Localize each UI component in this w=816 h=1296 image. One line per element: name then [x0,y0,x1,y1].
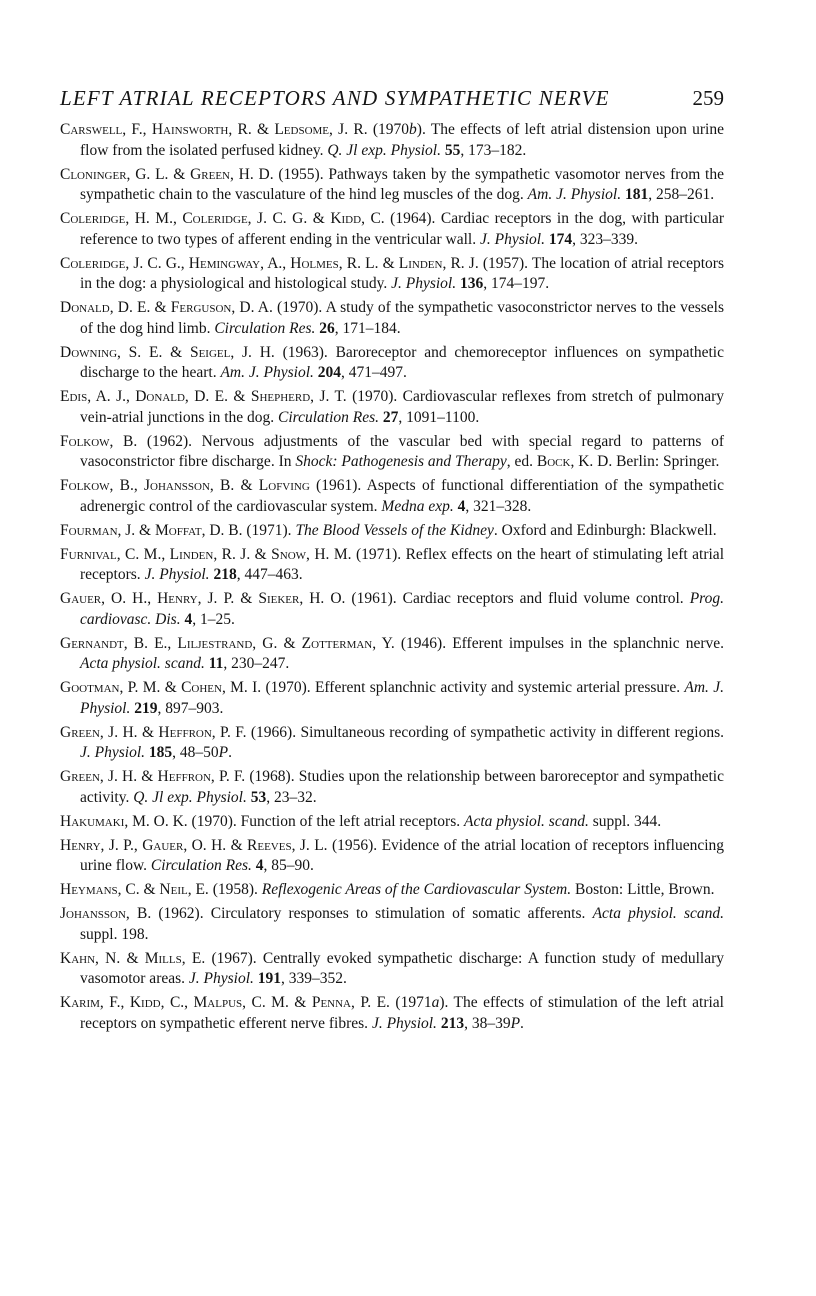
reference-italic-text: Acta physiol. scand. [80,655,205,672]
reference-text: (1963). Baroreceptor and chemoreceptor influences on sympathetic discharge to the heart. [80,343,724,381]
reference-text: , 323–339. [572,230,638,248]
reference-text: , 171–184. [334,319,401,337]
reference-authors: Gernandt, B. E., Liljestrand, G. & Zotterman, Y. [60,634,395,652]
reference-volume: 191 [257,970,282,987]
reference-italic-text: Medna exp. [381,497,454,515]
reference-entry [60,723,724,764]
reference-entry [60,678,724,719]
reference-list [60,120,724,1038]
reference-text: , 1091–1100. [398,408,480,426]
reference-italic-text: J. Physiol. [80,744,145,761]
reference-text: . [228,744,232,761]
reference-text: , 48–50 [172,744,219,761]
reference-italic-text: Shock: Pathogenesis and Therapy [295,453,507,470]
reference-authors: Green, J. H. & Heffron, P. F. [60,723,247,741]
reference-entry [60,993,724,1034]
reference-text: (1970). Function of the left atrial receptors. [187,812,464,830]
reference-entry [60,120,724,161]
reference-text: (1962). Circulatory responses to stimulation of somatic afferents. [151,905,593,922]
reference-entry [60,343,724,384]
reference-volume: 55 [444,141,461,159]
reference-authors: Hakumaki, M. O. K. [60,812,188,830]
reference-italic-text: Circulation Res. [278,408,380,426]
reference-text: suppl. 198. [80,925,149,943]
reference-italic-text: J. Physiol. [391,275,457,292]
reference-text: (1970). Efferent splanchnic activity and systemic arterial pressure. [261,679,685,696]
reference-italic-text: J. Physiol. [144,566,210,583]
reference-volume: 136 [459,275,484,292]
reference-authors: Folkow, B. [60,432,138,450]
reference-volume: 4 [457,497,466,515]
reference-italic-text: The Blood Vessels of the Kidney [295,521,494,539]
reference-authors: Edis, A. J., Donald, D. E. & Shepherd, J. T. [60,388,347,405]
reference-entry [60,165,724,206]
reference-volume: 218 [213,566,237,583]
reference-italic-text: Q. Jl exp. Physiol. [327,141,441,159]
reference-text: , 85–90. [263,857,314,874]
reference-volume: 174 [548,230,573,248]
reference-entry [60,589,724,630]
reference-text: (1971). [242,521,296,539]
reference-entry [60,836,724,877]
reference-text: , 23–32. [266,788,317,806]
reference-text: , 321–328. [465,497,532,515]
running-title: LEFT ATRIAL RECEPTORS AND SYMPATHETIC NERVE [60,86,610,110]
reference-entry [60,476,724,517]
reference-text: (1961). Cardiac receptors and fluid volume control. [345,590,690,607]
reference-authors: Donald, D. E. & Ferguson, D. A. [60,299,273,316]
reference-italic-text: P [510,1014,521,1032]
reference-volume: 213 [440,1014,465,1032]
reference-volume: 26 [319,319,335,337]
reference-text: ). The effects of stimulation of the left atrial receptors on sympathetic efferent nerve fibres. [80,994,724,1032]
reference-text: (1955). Pathways taken by the sympathetic vasomotor nerves from the sympathetic chain to the vasculature of the hind leg muscles of the dog. [80,165,724,203]
reference-authors: Coleridge, J. C. G., Hemingway, A., Holmes, R. L. & Linden, R. J. [60,254,479,272]
reference-authors: Gauer, O. H., Henry, J. P. & Sieker, H. O. [60,590,346,607]
reference-italic-text: Acta physiol. scand. [592,905,724,922]
reference-volume: 4 [184,610,193,628]
reference-italic-text: Circulation Res. [214,319,316,337]
reference-entry [60,767,724,808]
reference-text: , 174–197. [483,275,550,292]
reference-text: ). The effects of left atrial distension upon urine flow from the isolated perfused kidney. [80,121,724,159]
reference-entry [60,545,724,586]
reference-text: (1958). [208,881,262,898]
reference-text: . Oxford and Edinburgh: Blackwell. [493,521,717,539]
reference-text: (1961). Aspects of functional differentiation of the sympathetic adrenergic control of the cardiovascular system. [80,477,724,515]
reference-text: , 173–182. [460,141,527,159]
reference-volume: 185 [148,744,173,761]
reference-text: , 447–463. [236,566,303,583]
reference-entry [60,209,724,250]
reference-authors: Heymans, C. & Neil, E. [60,881,209,898]
reference-volume: 181 [624,186,649,203]
reference-text: , 230–247. [223,655,290,672]
reference-text: (1968). Studies upon the relationship between baroreceptor and sympathetic activity. [80,768,724,806]
reference-text: (1964). Cardiac receptors in the dog, with particular reference to two types of afferent ending in the ventricular wall. [80,210,724,248]
reference-italic-text: Prog. cardiovasc. Dis. [80,590,724,628]
reference-italic-text: Am. J. Physiol. [80,679,724,717]
reference-entry [60,298,724,339]
reference-authors: Carswell, F., Hainsworth, R. & Ledsome, J. R. [60,121,368,138]
reference-italic-text: Am. J. Physiol. [220,364,314,381]
reference-volume: 4 [255,857,264,874]
reference-entry [60,254,724,295]
reference-text: . [520,1014,524,1032]
reference-authors: Gootman, P. M. & Cohen, M. I. [60,679,262,696]
reference-volume: 27 [382,408,399,426]
reference-authors: Cloninger, G. L. & Green, H. D. [60,165,274,183]
reference-text: (1966). Simultaneous recording of sympathetic activity in different regions. [246,723,724,741]
reference-entry [60,387,724,428]
reference-text: (1970). Cardiovascular reflexes from stretch of pulmonary vein-atrial junctions in the dog. [80,388,724,426]
reference-text: (1967). Centrally evoked sympathetic discharge: A function study of medullary vasomotor areas. [80,949,724,987]
reference-text: , 1–25. [192,610,235,628]
reference-text: , 897–903. [157,699,224,717]
reference-authors: Karim, F., Kidd, C., Malpus, C. M. & Penna, P. E. [60,994,390,1011]
reference-text: (1956). Evidence of the atrial location of receptors influencing urine flow. [80,836,725,874]
reference-authors: Fourman, J. & Moffat, D. B. [60,521,243,539]
reference-text: , 339–352. [281,970,347,987]
reference-text: (1957). The location of atrial receptors in the dog: a physiological and histological study. [80,254,724,292]
reference-authors: Green, J. H. & Heffron, P. F. [60,768,246,785]
reference-authors: Henry, J. P., Gauer, O. H. & Reeves, J. L. [60,836,328,854]
reference-authors: Johansson, B. [60,905,152,922]
reference-italic-text: J. Physiol. [188,970,254,987]
reference-entry [60,949,724,990]
reference-text: (1971). Reflex effects on the heart of stimulating left atrial receptors. [80,545,724,583]
page-number: 259 [692,86,724,110]
reference-text: (1970 [367,121,410,138]
reference-entry [60,880,724,901]
reference-volume: 53 [250,788,267,806]
reference-entry [60,812,724,833]
reference-italic-text: b [409,121,417,138]
reference-entry [60,904,724,945]
reference-text: (1962). Nervous adjustments of the vascular bed with special regard to patterns of vasoconstrictor fibre discharge. In [80,432,724,470]
reference-text: , 258–261. [648,186,715,203]
reference-entry [60,432,724,473]
reference-text: Berlin: Springer. [612,453,720,470]
reference-text: suppl. 344. [588,812,662,830]
reference-italic-text: P [218,744,229,761]
reference-entry [60,634,724,675]
reference-italic-text: J. Physiol. [479,230,545,248]
reference-text: , 38–39 [464,1014,511,1032]
reference-italic-text: Circulation Res. [150,857,252,874]
reference-authors: Kahn, N. & Mills, E. [60,949,206,967]
reference-volume: 204 [317,364,342,381]
reference-authors: Coleridge, H. M., Coleridge, J. C. G. & Kidd, C. [60,210,385,227]
reference-entry [60,521,724,542]
reference-italic-text: Q. Jl exp. Physiol. [133,788,247,806]
reference-italic-text: J. Physiol. [371,1014,437,1032]
reference-text: (1971 [389,994,432,1011]
reference-volume: 219 [134,699,158,717]
reference-text: , ed. [506,453,537,470]
reference-italic-text: a [431,994,440,1011]
page-header [60,86,724,110]
reference-text: (1946). Efferent impulses in the splanchnic nerve. [394,634,725,652]
reference-authors: Furnival, C. M., Linden, R. J. & Snow, H. M. [60,545,352,563]
reference-authors: Bock, K. D. [536,453,613,470]
reference-text: , 471–497. [341,364,407,381]
reference-text: (1970). A study of the sympathetic vasoconstrictor nerves to the vessels of the dog hind limb. [80,299,724,337]
reference-text: Boston: Little, Brown. [571,881,715,898]
reference-italic-text: Acta physiol. scand. [464,812,589,830]
reference-italic-text: Am. J. Physiol. [527,186,622,203]
reference-italic-text: Reflexogenic Areas of the Cardiovascular System. [261,881,572,898]
reference-authors: Folkow, B., Johansson, B. & Lofving [60,477,310,494]
reference-authors: Downing, S. E. & Seigel, J. H. [60,343,275,361]
reference-volume: 11 [208,655,224,672]
